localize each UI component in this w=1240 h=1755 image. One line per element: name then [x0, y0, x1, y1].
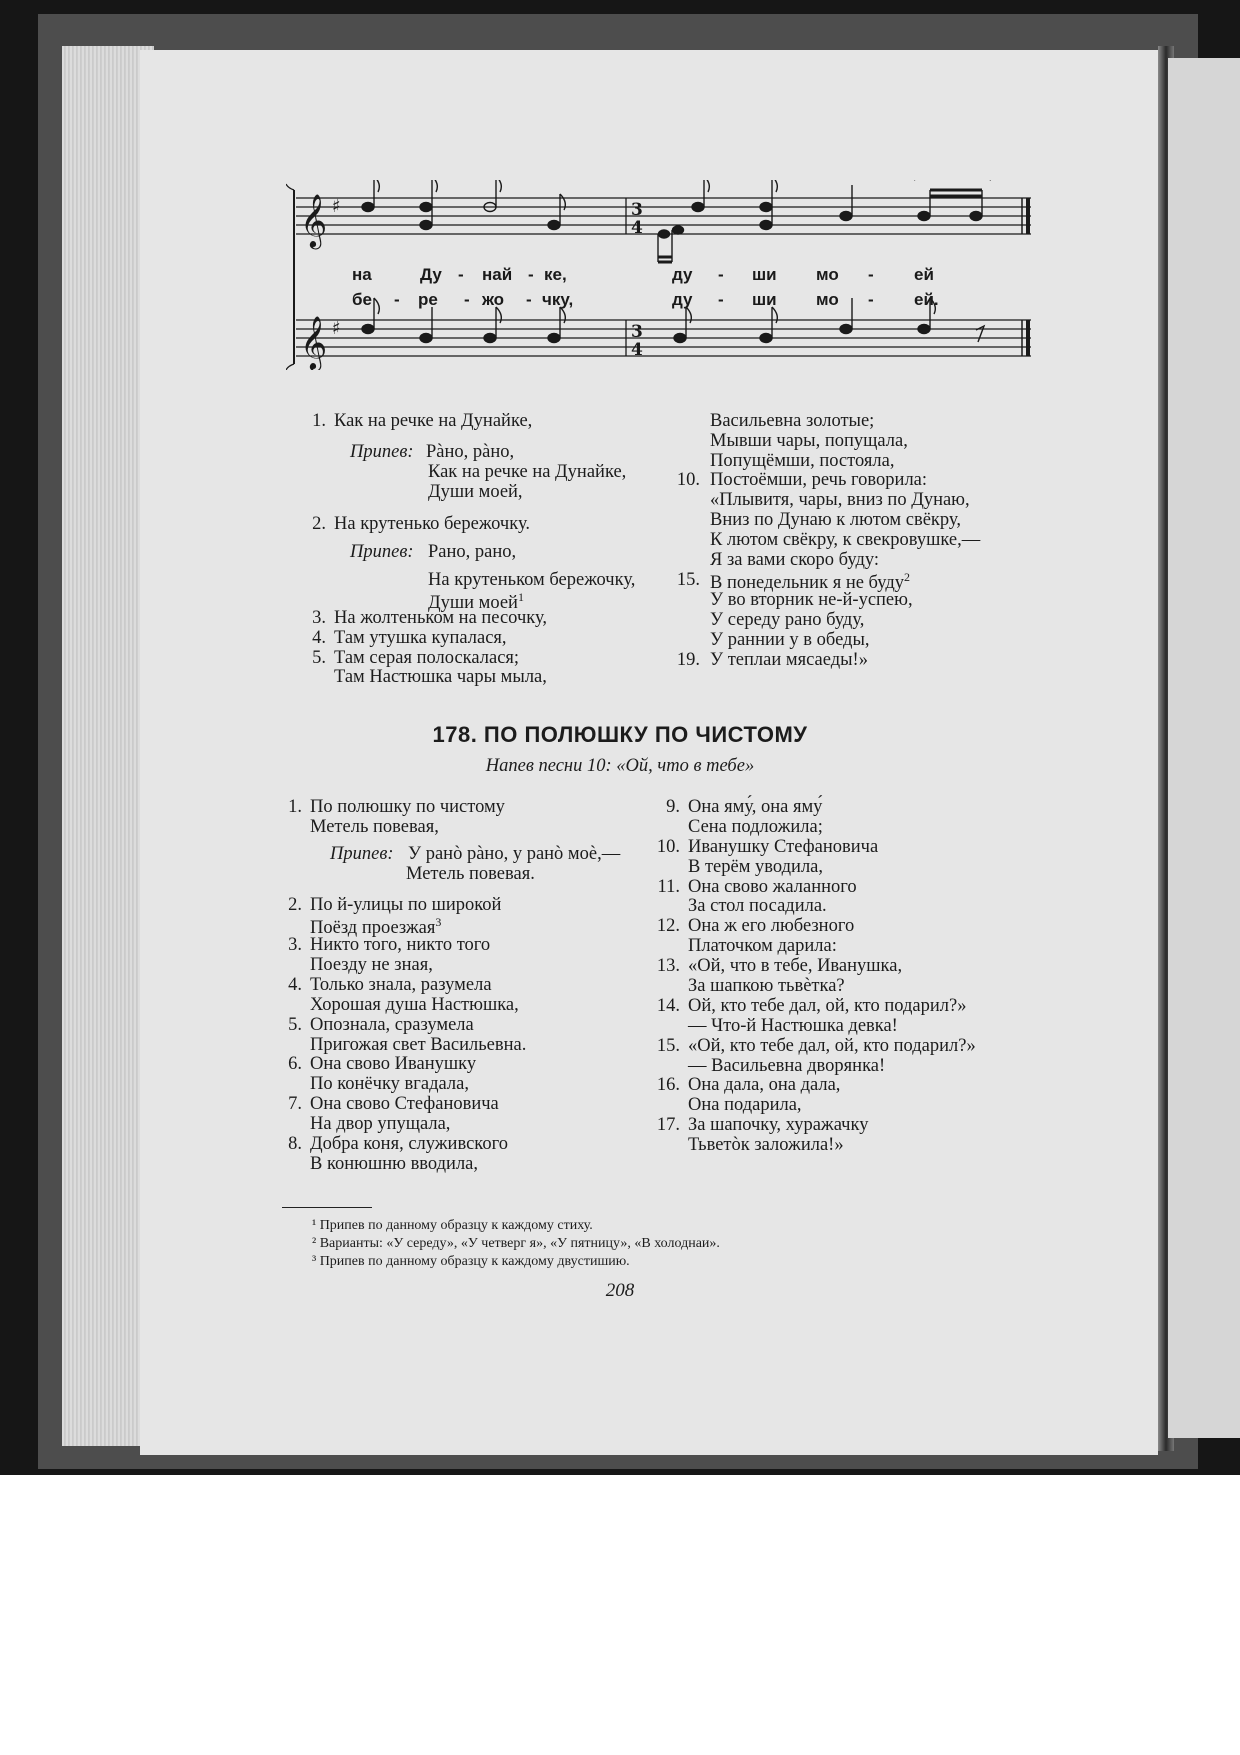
verse-number: 2. — [288, 895, 302, 915]
verse-line: Я за вами скоро буду: — [710, 550, 880, 570]
lyric-syllable: мо — [816, 265, 839, 284]
lyric-syllable: ши — [752, 290, 777, 309]
lyric-syllable: ду — [672, 290, 693, 309]
footnote-3: ³ Припев по данному образцу к каждому двустишию. — [312, 1254, 630, 1269]
lyric-syllable: чку, — [542, 290, 574, 309]
verse-number: 13. — [656, 956, 680, 976]
next-page-edge — [1168, 58, 1240, 1438]
verse-number: 19. — [676, 650, 700, 670]
verse-line: — Васильевна дворянка! — [688, 1056, 886, 1076]
verse-number: 5. — [288, 1015, 302, 1035]
verse-line: Мывши чары, попущала, — [710, 431, 908, 451]
verse-line: У теплаи мясаеды!» — [710, 650, 868, 670]
lyric-syllable: Ду — [420, 265, 442, 284]
verse-line: Она яму́, она яму́ — [688, 797, 823, 817]
verse-line: Опознала, сразумела — [310, 1015, 474, 1035]
verse-line: Вниз по Дунаю к лютом свёкру, — [710, 510, 961, 530]
verse-number: 6. — [288, 1054, 302, 1074]
verse-line: Рàно, рàно, — [426, 442, 515, 462]
verse-line: Поезду не зная, — [310, 955, 433, 975]
verse-line: — Что-й Настюшка девка! — [688, 1016, 898, 1036]
verse-line: К лютом свёкру, к свекровушке,— — [710, 530, 981, 550]
verse-number: 17. — [656, 1115, 680, 1135]
verse-line: «Ой, кто тебе дал, ой, кто подарил?» — [688, 1036, 976, 1056]
verse-number: 4. — [312, 628, 326, 648]
verse-line: За шапочку, хуражачку — [688, 1115, 869, 1135]
verse-line: У середу рано буду, — [710, 610, 865, 630]
lyric-syllable: - — [526, 290, 532, 309]
verse-line: На жолтеньком на песочку, — [334, 608, 548, 628]
footnote-rule — [282, 1207, 372, 1208]
verse-number: 1. — [312, 411, 326, 431]
lyric-syllable: - — [718, 265, 724, 284]
verse-number: 3. — [312, 608, 326, 628]
lyric-syllable: ши — [752, 265, 777, 284]
verse-line: Как на речке на Дунайке, — [334, 411, 533, 431]
verse-line: Никто того, никто того — [310, 935, 491, 955]
song-tune: Напев песни 10: «Ой, что в тебе» — [485, 756, 755, 776]
page-number: 208 — [605, 1280, 635, 1301]
verse-line: На крутеньком бережочку, — [428, 570, 636, 590]
lyric-syllable: ей. — [914, 290, 939, 309]
verse-line: У ранò рàно, у ранò моè,— — [408, 844, 621, 864]
verse-line: Поёзд проезжая$^3$ — [310, 915, 442, 939]
verse-line: «Плывитя, чары, вниз по Дунаю, — [710, 490, 970, 510]
lyric-syllable: ду — [672, 265, 693, 284]
verse-line: На двор упущала, — [310, 1114, 451, 1134]
svg-text:♯: ♯ — [332, 318, 341, 339]
lyric-syllable: бе — [352, 290, 372, 309]
lyric-syllable: - — [464, 290, 470, 309]
verse-line: «Ой, что в тебе, Иванушка, — [688, 956, 903, 976]
lyric-syllable: мо — [816, 290, 839, 309]
verse-number: 10. — [676, 470, 700, 490]
svg-text:4: 4 — [631, 218, 643, 238]
verse-line: Она ж его любезного — [688, 916, 855, 936]
lyric-syllable: - — [394, 290, 400, 309]
verse-number: 7. — [288, 1094, 302, 1114]
footnote-1: ¹ Припев по данному образцу к каждому стиху. — [312, 1218, 593, 1233]
verse-number: 4. — [288, 975, 302, 995]
lyric-syllable: жо — [482, 290, 505, 309]
refrain-label: Припев: — [350, 542, 414, 562]
verse-line: Ой, кто тебе дал, ой, кто подарил?» — [688, 996, 967, 1016]
verse-line: Она свово Иванушку — [310, 1054, 477, 1074]
verse-line: Там Настюшка чары мыла, — [334, 667, 547, 687]
verse-line: Души моей, — [428, 482, 523, 502]
verse-number: 10. — [656, 837, 680, 857]
verse-number: 2. — [312, 514, 326, 534]
verse-line: На крутенько бережочку. — [334, 514, 530, 534]
verse-number: 1. — [288, 797, 302, 817]
lyric-syllable: - — [868, 290, 874, 309]
svg-text:♯: ♯ — [332, 196, 341, 217]
verse-line: Постоёмши, речь говорила: — [710, 470, 928, 490]
lyric-syllable: най — [482, 265, 513, 284]
footnote-2: ² Варианты: «У середу», «У четверг я», «У пятницу», «В холоднаи». — [312, 1236, 720, 1251]
verse-number: 8. — [288, 1134, 302, 1154]
music-notation — [286, 180, 1036, 370]
verse-number: 3. — [288, 935, 302, 955]
verse-line: Хорошая душа Настюшка, — [310, 995, 519, 1015]
verse-line: Она дала, она дала, — [688, 1075, 841, 1095]
lyric-syllable: ке, — [544, 265, 567, 284]
lyric-syllable: - — [458, 265, 464, 284]
verse-line: По й-улицы по широкой — [310, 895, 502, 915]
lyric-syllable: ре — [418, 290, 438, 309]
verse-line: Там серая полоскалася; — [334, 648, 520, 668]
verse-line: Васильевна золотые; — [710, 411, 875, 431]
verse-line: За стол посадила. — [688, 896, 827, 916]
footnote-mark: 1 — [517, 590, 524, 604]
song-title: 178. ПО ПОЛЮШКУ ПО ЧИСТОМУ — [432, 722, 808, 747]
verse-line: В терём уводила, — [688, 857, 824, 877]
verse-line: Она подарила, — [688, 1095, 802, 1115]
verse-line: Иванушку Стефановича — [688, 837, 879, 857]
refrain-label: Припев: — [350, 442, 414, 462]
verse-line: Платочком дарила: — [688, 936, 837, 956]
verse-number: 5. — [312, 648, 326, 668]
verse-number: 9. — [666, 797, 680, 817]
verse-line: Попущёмши, постояла, — [710, 451, 895, 471]
verse-line: Там утушка купалася, — [334, 628, 507, 648]
lyric-syllable: - — [528, 265, 534, 284]
verse-line: Как на речке на Дунайке, — [428, 462, 627, 482]
verse-number: 15. — [676, 570, 700, 590]
lyric-syllable: - — [868, 265, 874, 284]
verse-line: Сена подложила; — [688, 817, 823, 837]
verse-line: Добра коня, служивского — [310, 1134, 508, 1154]
verse-line: Она свово Стефановича — [310, 1094, 499, 1114]
svg-text:𝄞: 𝄞 — [300, 193, 328, 247]
lyric-syllable: на — [352, 265, 372, 284]
verse-line: В понедельник я не буду$^2$ — [710, 570, 911, 594]
verse-number: 15. — [656, 1036, 680, 1056]
svg-text:3: 3 — [631, 322, 643, 342]
verse-line: По полюшку по чистому — [310, 797, 505, 817]
svg-text:4: 4 — [631, 340, 643, 360]
svg-text:𝄞: 𝄞 — [300, 315, 328, 369]
svg-text:3: 3 — [631, 200, 643, 220]
verse-number: 11. — [657, 877, 680, 897]
verse-line: У раннии у в обеды, — [710, 630, 870, 650]
verse-number: 16. — [656, 1075, 680, 1095]
footnote-mark: 2 — [904, 570, 911, 584]
lyric-syllable: ей — [914, 265, 934, 284]
verse-line: В конюшню вводила, — [310, 1154, 479, 1174]
verse-number: 14. — [656, 996, 680, 1016]
refrain-label: Припев: — [330, 844, 394, 864]
verse-number: 12. — [656, 916, 680, 936]
verse-line: Только знала, разумела — [310, 975, 492, 995]
verse-line: Души моей$^1$ — [428, 590, 524, 614]
footnote-mark: 3 — [435, 915, 442, 929]
verse-line: Тьветòк заложила!» — [688, 1135, 844, 1155]
verse-line: У во вторник не-й-успею, — [710, 590, 913, 610]
verse-line: За шапкою тьвèтка? — [688, 976, 845, 996]
verse-line: Пригожая свет Васильевна. — [310, 1035, 527, 1055]
verse-line: Она свово жаланного — [688, 877, 857, 897]
verse-line: Метель повевая. — [406, 864, 535, 884]
verse-line: Рано, рано, — [428, 542, 517, 562]
verse-line: По конёчку вгадала, — [310, 1074, 469, 1094]
lyric-syllable: - — [718, 290, 724, 309]
verse-line: Метель повевая, — [310, 817, 439, 837]
